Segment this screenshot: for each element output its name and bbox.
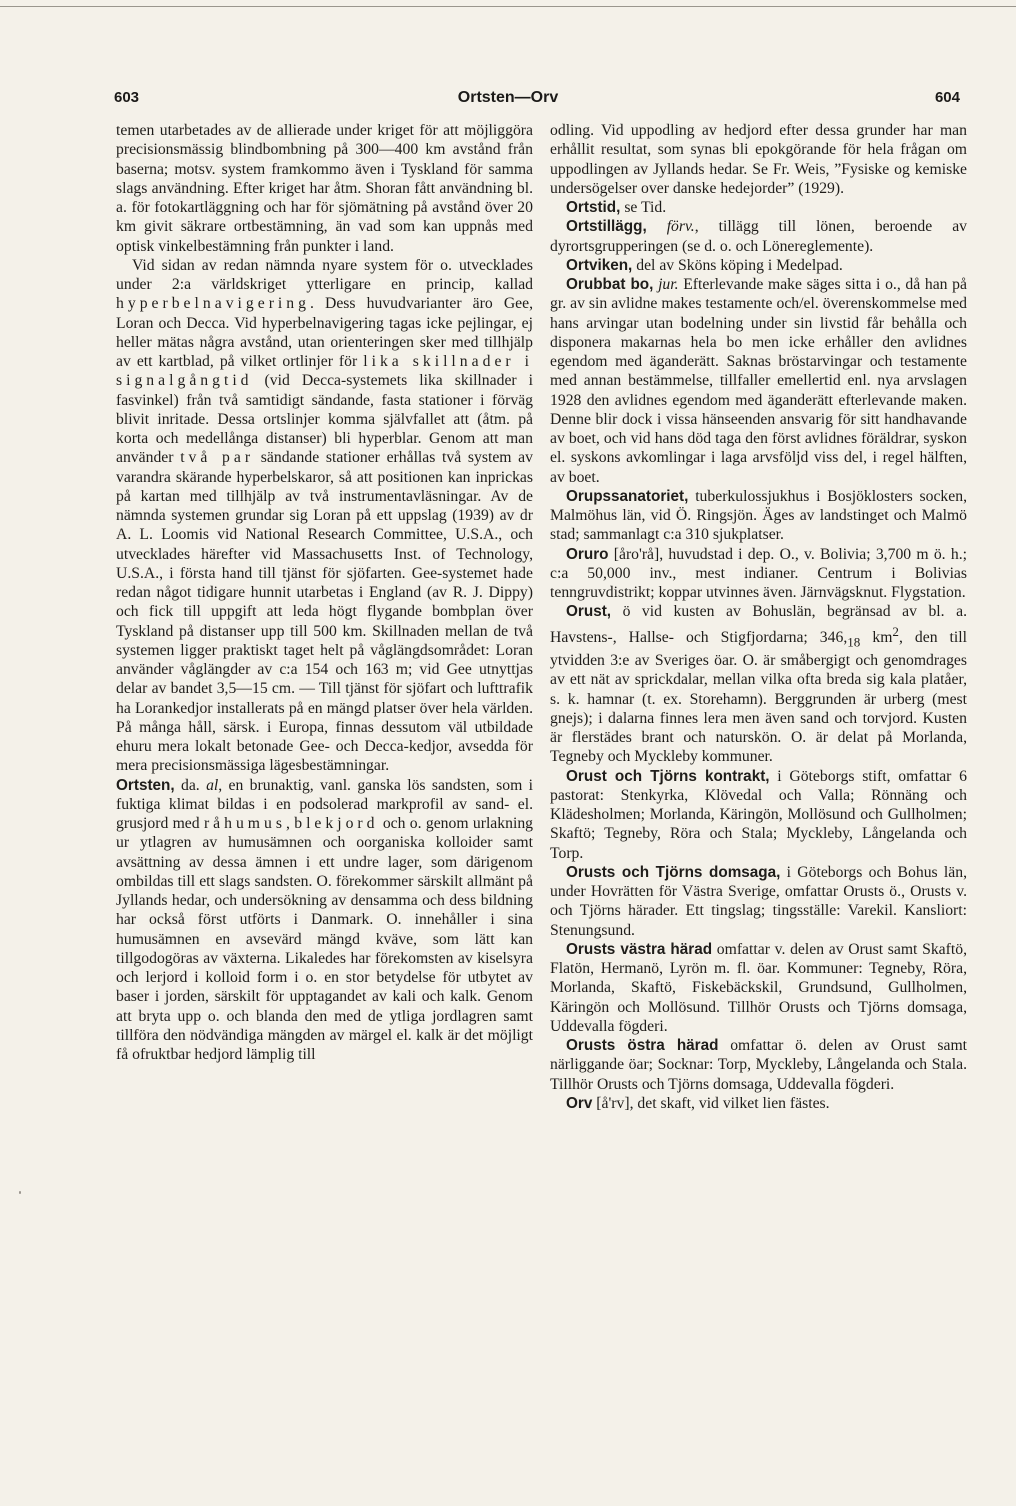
entry-ortsten: Ortsten, da. al, en brunaktig, vanl. ganska lös sandsten, som i fuktiga klimat bildas i en podsolerad markprofil av sand- el. grusjord med råhumus, blekjord och o. genom urlakning ur ytlagren av humusämnen och oorganiska kolloider samt avsättning av dessa ämnen i ett undre lager, som därigenom ombildas till ett slags sandsten. O. förekommer särskilt allmänt på Jyllands hedar, och undersökning av densamma och dess bildning har också först utförts i Danmark. O. innehåller i sina humusämnen en avsevärd mängd kväve, som lätt kan tillgodogöras av växterna. Likaledes har förekomsten av kiselsyra och lerjord i kolloid form i o. en stor betydelse för utbytet av baser i jorden, särskilt för upptagandet av kali och kalk. Genom att bryta upp o. och blanda den med de ytliga jordlagren samt tillföra den nödvändiga mängden av märgel el. kalk är det möjligt få ofruktbar hedjord lämplig till bbox=[116, 776, 534, 1063]
headword: Orusts östra härad bbox=[566, 1037, 719, 1055]
spaced-term: råhumus bbox=[203, 815, 286, 832]
headword: Orubbat bo, bbox=[566, 276, 654, 293]
headword: Ortviken, bbox=[566, 256, 633, 274]
headword: Orusts västra härad bbox=[566, 940, 713, 958]
entry-orv: Orv [å'rv], det skaft, vid vilket lien fästes. bbox=[566, 1094, 830, 1112]
entry-orust: Orust, ö vid kusten av Bohuslän, begränsad av bl. a. Havstens-, Hallse- och Stigfjordarna; $346,_{18}$ $km^2$, den till ytvidden 3:e av Sveriges öar. O. är småbergigt och genomdrages av ett nät av sprickdalar, mellan vilka ofta breda sig kala platåer, s. k. hamnar (t. ex. Storehamn). Berggrunden är urberg (mest gnejs); i dalarna finnes lera men även sand och torvjord. Kusten är flerstädes brant och naturskön. O. är delat på Morlanda, Tegneby och Myckleby kommuner. bbox=[550, 603, 967, 766]
headword: Ortsten, bbox=[116, 776, 175, 794]
headword: Oruro bbox=[566, 545, 609, 563]
margin-speck bbox=[19, 1191, 21, 1194]
spaced-term: blekjord bbox=[294, 815, 379, 832]
entry-orupssanatoriet: Orupssanatoriet, tuberkulossjukhus i Bosjöklosters socken, Malmöhus län, vid Ö. Ringsjön. Äges av landstinget och Malmö stad; sammanlagt c:a 310 sjukplatser. bbox=[550, 487, 967, 544]
headword: Ortstillägg, bbox=[566, 218, 647, 236]
headword: Ortstid, bbox=[566, 199, 621, 216]
spaced-term: lika skillnader i signalgångtid bbox=[116, 353, 533, 390]
headword: Orust, bbox=[566, 603, 612, 621]
right-page-number: 604 bbox=[934, 89, 960, 106]
paragraph-continuation: odling. Vid uppodling av hedjord efter dessa grunder har man erhållit resultat, som synas bli epokgörande för hela frågan om uppodlingen av Jyllands hedar. Se Fr. Weis, ”Fysiske og kemiske undersögelser over danske hedejorder” (1929). bbox=[550, 122, 967, 197]
entry-ortstid: Ortstid, se Tid. bbox=[566, 199, 667, 216]
entry-ortstillagg: Ortstillägg, förv., tillägg till lönen, beroende av dyrortsgrupperingen (se d. o. och Lönereglemente). bbox=[550, 218, 967, 255]
entry-orubbat-bo: Orubbat bo, jur. Efterlevande make säges sitta i o., då han på gr. av sin avlidne makes testamente och/el. överenskommelse med hans arvingar utan bodelning under sin livstid får behålla och disponera makarnas hela bo men icke erhåller den avlidnes egendom med äganderätt. Saknas bröstarvingar och testamente med annan bestämmelse, tillfaller emellertid enl. nya arvslagen 1928 den avlidnes egendom med äganderätt efterlevande maken. Denne blir dock i vissa hänseenden ansvarig för sitt handhavande av boet, och vid hans död taga den först avlidnes föräldrar, syskon el. syskons avkomlingar i laga arvsföljd viss del, i regel hälften, av boet. bbox=[550, 276, 967, 486]
headword: Orusts och Tjörns domsaga, bbox=[566, 863, 781, 881]
paragraph-continuation: temen utarbetades av de allierade under kriget för att möjliggöra precisionsmässig blindbombning på 300—400 km avstånd från baserna; motsv. system framkommo även i Tyskland för samma slags användning. Efter kriget har åtm. Shoran fått användning bl. a. för fotokartläggning och har för sjömätning på avstånd över 20 km givit säkrare ortbestämning, än vad som kan uppnås med optisk vinkelbestämning från punkter i land. bbox=[116, 122, 533, 255]
headword: Orust och Tjörns kontrakt, bbox=[566, 767, 770, 785]
entry-oruro: Oruro [åro'rå], huvudstad i dep. O., v. Bolivia; 3,700 m ö. h.; c:a 50,000 inv., mest indianer. Centrum i Bolivias tenngruvdistrikt; koppar utvinnes även. Järnvägsknut. Flygstation. bbox=[550, 545, 967, 601]
headword: Orv bbox=[566, 1094, 593, 1112]
entry-orusts-ostra-harad: Orusts östra härad omfattar ö. delen av Orust samt närliggande öar; Socknar: Torp, Myckleby, Långelanda och Stala. Tillhör Orusts och Tjörns domsaga, Uddevalla fögderi. bbox=[550, 1037, 968, 1093]
spaced-term: hyperbelnavigering bbox=[116, 295, 310, 313]
left-page-number: 603 bbox=[114, 89, 140, 106]
page-top-rule bbox=[0, 6, 1016, 7]
left-column bbox=[116, 121, 533, 1064]
spaced-term: två par bbox=[180, 449, 255, 467]
entry-ortviken: Ortviken, del av Sköns köping i Medelpad. bbox=[566, 256, 843, 274]
paragraph-hyperbel: Vid sidan av redan nämnda nyare system för o. utvecklades under 2:a världskriget ytterligare en princip, kallad hyperbelnavigering. Dess huvudvarianter äro Gee, Loran och Decca. Vid hyperbelnavigering tagas icke pejlingar, ej heller mätas några avstånd, utan orienteringen sker med tillhjälp av ett kartblad, på vilket ortlinjer för lika skillnader i signalgångtid (vid Decca-systemets lika skillnader i fasvinkel) från två samtidigt sändande, fasta stationer i förväg blivit inritade. Dessa ortslinjer komma självfallet att (åtm. på korta och medellånga distanser) bli hyperblar. Genom att man använder två par sändande stationer erhållas två system av varandra skärande hyperbelskaror, så att positionen kan inprickas på kartan med tillhjälp av två instrumentavläsningar. Av de nämnda systemen grundar sig Loran på ett uppslag (1939) av dr A. L. Loomis vid National Research Committee, U.S.A., och utvecklades härefter vid Massachusetts Inst. of Technology, U.S.A., i första hand till tjänst för sjöfarten. Gee-systemet hade redan något tidigare hunnit utarbetas i England (av R. J. Dippy) och fick till uppgift att leda högt flygande bombplan över Tyskland på distanser upp till 500 km. Skillnaden mellan de två systemen ligger praktiskt taget helt på våglängdsområdet: Loran använder våglängder av c:a 154 och 163 m; vid Gee utnyttjas delar av bandet 3,5—15 cm. — Till tjänst för sjöfart och lufttrafik ha Lorankedjor installerats på en mängd platser över hela världen. På många håll, särsk. i Europa, finnas dessutom väl utbildade ehuru mera lokalt betonade Gee- och Decca-kedjor, avsedda för mera precisionsmässiga lägesbestämningar. bbox=[116, 256, 533, 775]
entry-orusts-vastra-harad: Orusts västra härad omfattar v. delen av Orust samt Skaftö, Flatön, Hermanö, Lyrön m. fl. öar. Kommuner: Tegneby, Röra, Morlanda, Skaftö, Fiskebäckskil, Grundsund, Gullholmen, Käringön och Mollösund. Tillhör Orusts och Tjörns domsaga, Uddevalla fögderi. bbox=[550, 940, 967, 1035]
running-head: Ortsten—Orv bbox=[457, 89, 559, 106]
entry-orust-tjorns-kontrakt: Orust och Tjörns kontrakt, i Göteborgs stift, omfattar 6 pastorat: Stenkyrka, Klövedal och Valla; Rönnäng och Klädesholmen; Morlanda, Käringön, Mollösund och Gullholmen; Skaftö; Tegneby, Röra och Stala; Myckleby, Långelanda och Torp. bbox=[550, 767, 967, 862]
right-column bbox=[550, 121, 967, 1113]
entry-orusts-tjorns-domsaga: Orusts och Tjörns domsaga, i Göteborgs och Bohus län, under Hovrätten för Västra Sverige, omfattar Orusts ö., Orusts v. och Tjörns härader. Ett tingslag; tingsställe: Varekil. Kansliort: Stenungsund. bbox=[550, 863, 967, 939]
headword: Orupssanatoriet, bbox=[566, 487, 689, 505]
